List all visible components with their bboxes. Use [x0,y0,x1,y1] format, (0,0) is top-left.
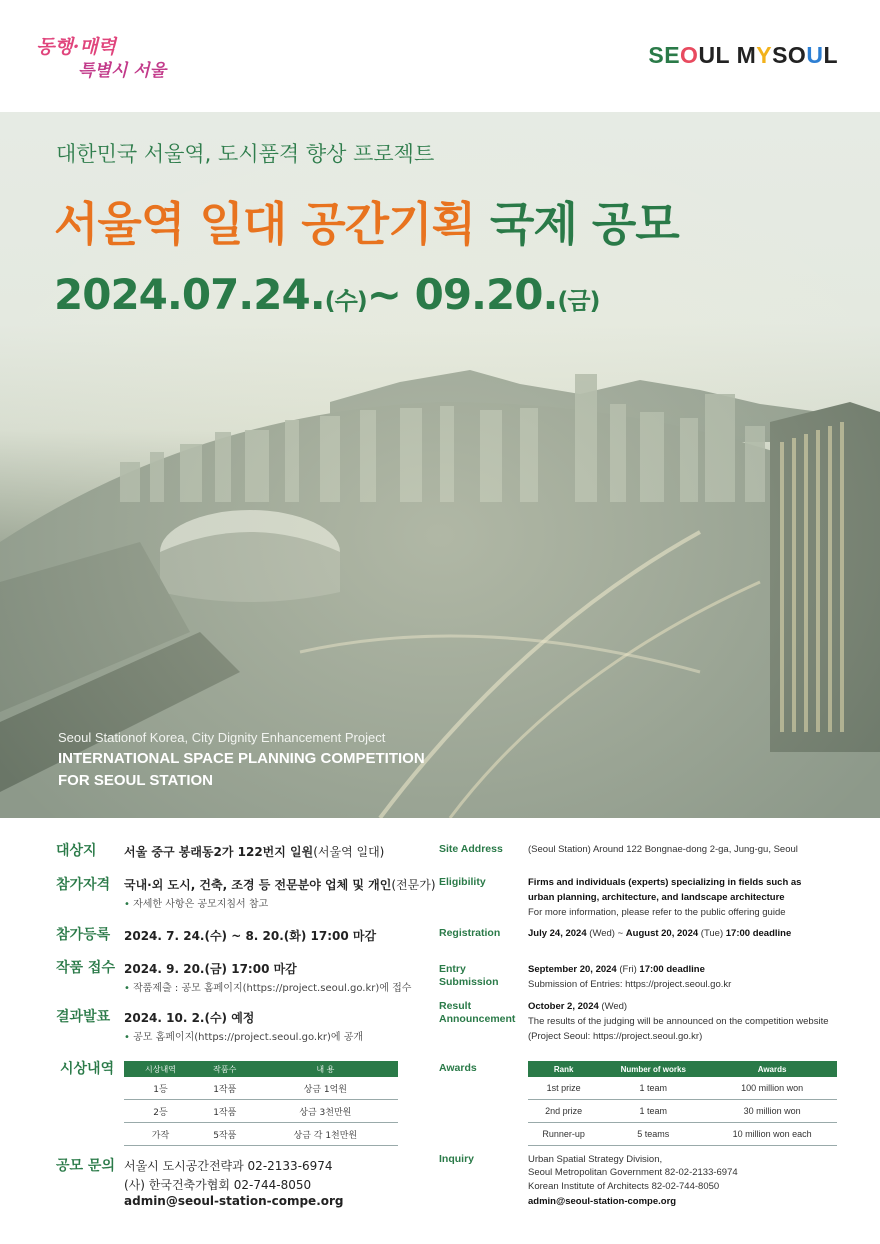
eligibility-note: • 자세한 사항은 공모지침서 참고 [124,899,269,910]
english-title-line-1: INTERNATIONAL SPACE PLANNING COMPETITION [58,750,425,767]
registration-label-en: Registration [439,927,501,939]
site-label-en: Site Address [439,843,503,855]
registration-label: 참가등록 [56,927,111,943]
inquiry-line-1: 서울시 도시공간전략과 02-2133-6974 [124,1159,333,1173]
inquiry-line-2-en: Seoul Metropolitan Government 82-02-2133-6974 [528,1167,738,1178]
table-header: Awards [707,1061,837,1077]
table-cell: 2등 [124,1100,197,1123]
inquiry-email-en[interactable]: admin@seoul-station-compe.org [528,1196,677,1207]
result-line-2-en: The results of the judging will be announced on the competition website [528,1016,829,1027]
inquiry-line-3-en: Korean Institute of Architects 82-02-744-8050 [528,1181,720,1192]
title-part: 국제 공모 [474,197,679,251]
eligibility-value-main: 국내·외 도시, 건축, 조경 등 전문분야 업체 및 개인 [124,878,392,892]
table-cell: Runner-up [528,1123,599,1146]
table-cell: 5작품 [197,1123,253,1146]
english-title-line-2: FOR SEOUL STATION [58,772,214,789]
reg-day-end: (Tue) [698,928,726,939]
date-end: ~ 09.20. [366,270,558,319]
eligibility-value [124,876,436,893]
table-row [124,1123,398,1146]
submission-value: 2024. 9. 20.(금) 17:00 마감 [124,962,297,976]
table-cell: 2nd prize [528,1100,599,1123]
inquiry-label-en: Inquiry [439,1153,475,1165]
project-subtitle: 대한민국 서울역, 도시품격 향상 프로젝트 [56,142,435,166]
title-part: 서울역 일대 [54,197,302,251]
eligibility-line-1-en: Firms and individuals (experts) specializing in fields such as [528,877,802,888]
logo-part: U [806,42,824,68]
slogan-line-2: 특별시 서울 [78,61,167,81]
eligibility-value-suffix: (전문가) [391,878,436,892]
table-row [124,1100,398,1123]
reg-deadline: 17:00 deadline [725,928,792,939]
table-cell: 100 million won [707,1077,837,1100]
sub-date: September 20, 2024 [528,964,617,975]
table-header: 내 용 [253,1061,398,1077]
result-value: 2024. 10. 2.(수) 예정 [124,1011,255,1025]
date-end-day: (금) [557,287,600,315]
site-value-suffix: (서울역 일대) [313,845,385,859]
submission-note: • 작품제출 : 공모 홈페이지(https://project.seoul.go.kr)에 접수 [124,983,412,994]
registration-value-en [528,927,791,940]
site-value-main: 서울 중구 봉래동2가 122번지 일원 [124,845,314,859]
logo-part: SO [772,42,807,68]
table-cell: 1st prize [528,1077,599,1100]
reg-day-start: (Wed) ~ [586,928,626,939]
table-cell: 10 million won each [707,1123,837,1146]
sub-deadline: 17:00 deadline [639,964,705,975]
date-start-day: (수) [324,287,367,315]
table-cell: 1등 [124,1077,197,1100]
result-day: (Wed) [598,1001,628,1012]
table-row [124,1077,398,1100]
result-value-en [528,1000,627,1013]
sub-day: (Fri) [616,964,640,975]
english-subtitle: Seoul Stationof Korea, City Dignity Enhancement Project [58,730,386,745]
table-cell: 상금 1억원 [253,1077,398,1100]
eligibility-line-2-en: urban planning, architecture, and landscape architecture [528,892,785,903]
result-label-2-en: Announcement [439,1013,516,1025]
result-line-3-en: (Project Seoul: https://project.seoul.go.kr) [528,1031,703,1042]
table-cell: 상금 3천만원 [253,1100,398,1123]
reg-date-end: August 20, 2024 [625,928,699,939]
logo-part: L [823,42,838,68]
table-cell: 1 team [599,1100,707,1123]
competition-title [54,188,679,254]
site-value [124,843,384,860]
eligibility-label-en: Eligibility [439,876,486,888]
submission-label-2-en: Submission [439,976,499,988]
submission-label: 작품 접수 [56,960,115,976]
eligibility-label: 참가자격 [56,877,111,893]
awards-table-english [528,1061,837,1146]
inquiry-line-2: (사) 한국건축가협회 02-744-8050 [124,1178,312,1192]
site-value-en: (Seoul Station) Around 122 Bongnae-dong 2-ga, Jung-gu, Seoul [528,844,798,855]
table-header: 시상내역 [124,1061,197,1077]
result-label-1-en: Result [439,1000,472,1012]
table-row [528,1123,837,1146]
submission-value-en [528,963,705,976]
table-row [528,1100,837,1123]
table-header: 작품수 [197,1061,253,1077]
seoul-city-slogan-logo [36,30,166,84]
table-cell: 1작품 [197,1077,253,1100]
eligibility-line-3-en: For more information, please refer to the public offering guide [528,907,786,918]
result-note: • 공모 홈페이지(https://project.seoul.go.kr)에 공개 [124,1032,364,1043]
inquiry-email[interactable]: admin@seoul-station-compe.org [124,1194,344,1208]
eligibility-note-text: 자세한 사항은 공모지침서 참고 [133,899,269,910]
logo-part: UL M [698,42,757,68]
inquiry-label: 공모 문의 [56,1158,115,1174]
table-cell: 30 million won [707,1100,837,1123]
result-date: October 2, 2024 [528,1001,599,1012]
table-cell: 5 teams [599,1123,707,1146]
inquiry-line-1-en: Urban Spatial Strategy Division, [528,1154,663,1165]
submission-line-2-en: Submission of Entries: https://project.seoul.go.kr [528,979,732,990]
logo-part: O [680,42,699,68]
submission-label-1-en: Entry [439,963,466,975]
logo-part: Y [756,42,773,68]
table-cell: 상금 각 1천만원 [253,1123,398,1146]
seoul-my-soul-logo [648,42,838,69]
date-start: 2024.07.24. [54,270,325,319]
awards-table-korean [124,1061,398,1146]
slogan-line-1: 동행·매력 [36,36,117,58]
logo-part: SE [648,42,681,68]
awards-label-en: Awards [439,1062,477,1074]
table-cell: 1작품 [197,1100,253,1123]
submission-note-text: 작품제출 : 공모 홈페이지(https://project.seoul.go.kr)에 접수 [133,983,412,994]
table-header: Number of works [599,1061,707,1077]
reg-date-start: July 24, 2024 [528,928,587,939]
table-cell: 1 team [599,1077,707,1100]
result-note-text: 공모 홈페이지(https://project.seoul.go.kr)에 공개 [133,1032,364,1043]
registration-value: 2024. 7. 24.(수) ~ 8. 20.(화) 17:00 마감 [124,929,377,943]
header-bar [0,0,880,112]
competition-period [54,270,600,319]
table-header: Rank [528,1061,599,1077]
title-part-highlight: 공간기획 [301,197,475,251]
table-cell: 가작 [124,1123,197,1146]
table-row [528,1077,837,1100]
result-label: 결과발표 [56,1009,111,1025]
awards-label: 시상내역 [60,1061,115,1077]
site-label: 대상지 [56,843,97,859]
